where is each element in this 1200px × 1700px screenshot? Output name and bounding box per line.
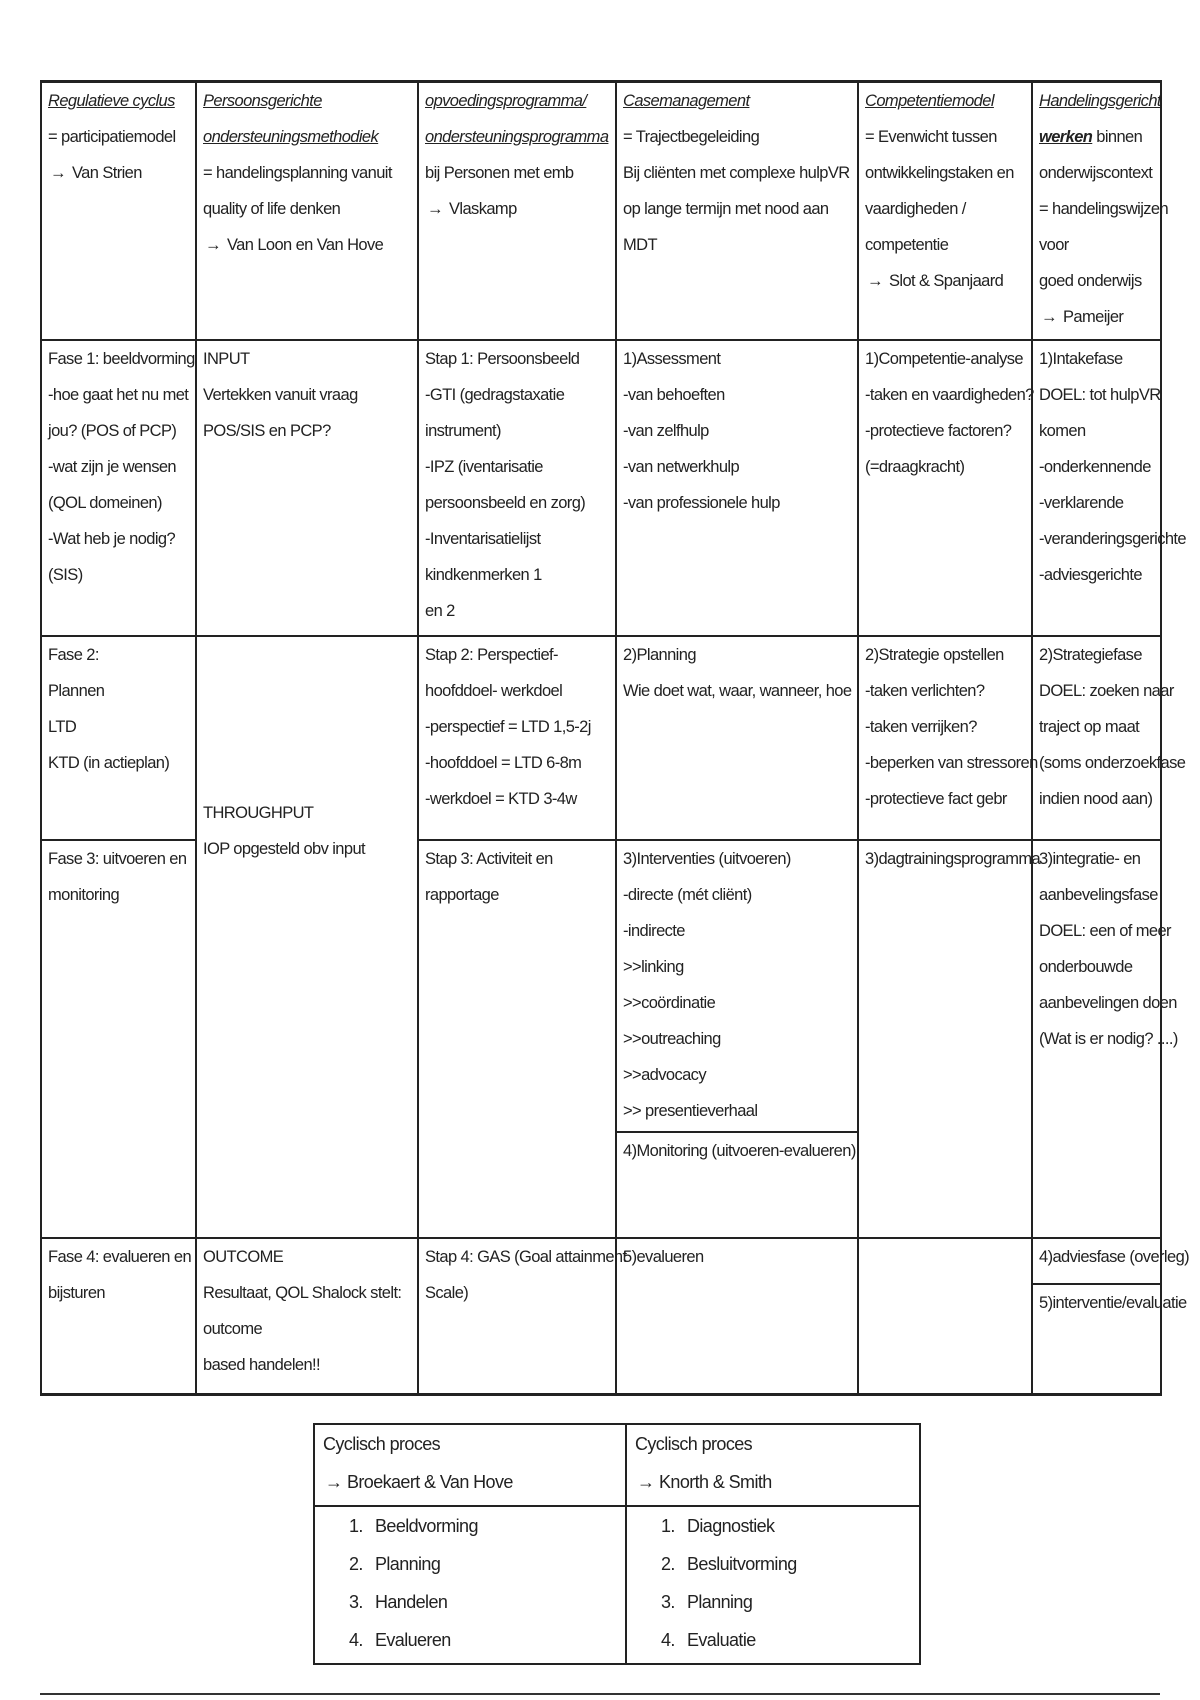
cell-line: -taken en vaardigheden?: [865, 386, 1034, 404]
cell-line: -veranderingsgerichte: [1039, 530, 1186, 548]
cell-line: 2)Strategie opstellen: [865, 646, 1004, 664]
cell-line: 1)Assessment: [623, 350, 721, 368]
cell-line: aanbevelingsfase: [1039, 886, 1158, 904]
cell-line: 2)Strategiefase: [1039, 646, 1142, 664]
cell: [41, 340, 196, 636]
cell-line: THROUGHPUT: [203, 804, 314, 822]
cell-line: -GTI (gedragstaxatie: [425, 386, 565, 404]
list-item-label: Planning: [375, 1554, 441, 1574]
cell-line: 3)dagtrainingsprogramma: [865, 850, 1041, 868]
cell-empty: [858, 1238, 1032, 1395]
cell-line: (SIS): [48, 566, 83, 584]
cyclisch-header-row: [314, 1424, 920, 1506]
cell-line: OUTCOME: [203, 1248, 284, 1266]
cell-line: DOEL: tot hulpVR: [1039, 386, 1161, 404]
cell-line: -van zelfhulp: [623, 422, 709, 440]
cell-line: indien nood aan): [1039, 790, 1153, 808]
col-author: Van Loon en Van Hove: [227, 236, 384, 254]
cyclisch-title: Cyclisch proces: [323, 1434, 441, 1454]
fase-4-row: [41, 1238, 1161, 1395]
cell-line: -IPZ (iventarisatie: [425, 458, 543, 476]
cell-line: rapportage: [425, 886, 499, 904]
cell-line: 5)evalueren: [623, 1248, 704, 1266]
cell-line: (QOL domeinen): [48, 494, 162, 512]
cell-line: (=draagkracht): [865, 458, 965, 476]
cell: [616, 1238, 858, 1395]
cyclisch-title: Cyclisch proces: [635, 1434, 753, 1454]
cell-line: 3)integratie- en: [1039, 850, 1141, 868]
col-title: Casemanagement: [623, 92, 750, 110]
cell-line: -wat zijn je wensen: [48, 458, 176, 476]
cell-line: Fase 1: beeldvorming: [48, 350, 195, 368]
cell-line: onderbouwde: [1039, 958, 1133, 976]
col-title: Competentiemodel: [865, 92, 994, 110]
cell-line: -perspectief = LTD 1,5-2j: [425, 718, 591, 736]
list-item-label: Planning: [687, 1592, 753, 1612]
cell-line: Stap 3: Activiteit en: [425, 850, 553, 868]
col-title: werken: [1039, 128, 1093, 146]
cyclisch-right-list: [626, 1506, 920, 1664]
fase-1-row: [41, 340, 1161, 636]
cell-line: Plannen: [48, 682, 105, 700]
cell-line: (Wat is er nodig? ....): [1039, 1030, 1178, 1048]
cell-line: Fase 4: evalueren en: [48, 1248, 192, 1266]
cell-line: aanbevelingen doen: [1039, 994, 1177, 1012]
list-item: 4. Evalueren: [349, 1630, 451, 1650]
cell-line: monitoring: [48, 886, 120, 904]
cell-line: -protectieve fact gebr: [865, 790, 1007, 808]
cell-line: >>outreaching: [623, 1030, 721, 1048]
list-item-label: Evalueren: [375, 1630, 451, 1650]
cell-line: -Wat heb je nodig?: [48, 530, 176, 548]
cell-line: -hoe gaat het nu met: [48, 386, 189, 404]
cell-interventies: [616, 840, 858, 1238]
cell-line: -adviesgerichte: [1039, 566, 1142, 584]
cell-line: Wie doet wat, waar, wanneer, hoe: [623, 682, 852, 700]
cell-line: -van professionele hulp: [623, 494, 780, 512]
cell-line: POS/SIS en PCP?: [203, 422, 331, 440]
col-title: Persoonsgerichte: [203, 92, 322, 110]
cell: [616, 636, 858, 840]
cell-line: Fase 3: uitvoeren en: [48, 850, 187, 868]
cell-line: based handelen!!: [203, 1356, 321, 1374]
cyclisch-author: Knorth & Smith: [659, 1472, 772, 1492]
header-casemanagement: Casemanagement = Trajectbegeleiding Bij cliënten met complexe hulpVR op lange termijn met nood aan MDT: [616, 82, 858, 341]
list-item-label: Diagnostiek: [687, 1516, 775, 1536]
adviesfase-text: 4)adviesfase (overleg): [1039, 1248, 1190, 1266]
cell-line: DOEL: zoeken naar: [1039, 682, 1174, 700]
cell-line: LTD: [48, 718, 77, 736]
cell-line: -indirecte: [623, 922, 685, 940]
cell-line: (soms onderzoekfase: [1039, 754, 1186, 772]
cell-line: -onderkennende: [1039, 458, 1151, 476]
cell-line: -verklarende: [1039, 494, 1124, 512]
cell-line: -van behoeften: [623, 386, 725, 404]
cell-line: -protectieve factoren?: [865, 422, 1012, 440]
col-subtitle: = participatiemodel: [48, 128, 176, 146]
arrow-right-icon: →: [1041, 308, 1057, 326]
cell-line: >>coördinatie: [623, 994, 716, 1012]
interventie-text: 5)interventie/evaluatie: [1039, 1294, 1187, 1312]
cell-line: -taken verrijken?: [865, 718, 977, 736]
cell-line: 2)Planning: [623, 646, 696, 664]
cyclisch-left-list: [314, 1506, 626, 1664]
cyclisch-author: Broekaert & Van Hove: [347, 1472, 513, 1492]
cell-line: >> presentieverhaal: [623, 1102, 758, 1120]
cyclisch-left-header: [314, 1424, 626, 1506]
cell-line: IOP opgesteld obv input: [203, 840, 366, 858]
col-title: opvoedingsprogramma/: [425, 92, 587, 110]
cell-line: jou? (POS of PCP): [48, 422, 177, 440]
cell-line: kindkenmerken 1: [425, 566, 542, 584]
methodology-table: [40, 80, 1190, 1396]
cell-line: INPUT: [203, 350, 250, 368]
cell-line: -werkdoel = KTD 3-4w: [425, 790, 577, 808]
arrow-right-icon: →: [427, 200, 443, 218]
cell-line: >>linking: [623, 958, 684, 976]
cell: [418, 840, 616, 1238]
cell: [418, 636, 616, 840]
footer-divider: [40, 1693, 1160, 1695]
cell-line: -hoofddoel = LTD 6-8m: [425, 754, 582, 772]
cell: [41, 636, 196, 840]
throughput-text: [203, 795, 413, 867]
cell: [858, 340, 1032, 636]
col-title: Regulatieve cyclus: [48, 92, 175, 110]
list-item: 1. Diagnostiek: [661, 1516, 775, 1536]
cell-line: -directe (mét cliënt): [623, 886, 752, 904]
cell-line: Stap 4: GAS (Goal attainment: [425, 1248, 627, 1266]
header-row: [41, 82, 1161, 341]
cell: [1032, 636, 1186, 840]
arrow-right-icon: →: [50, 164, 66, 182]
cell-line: en 2: [425, 602, 455, 620]
list-item: 2. Planning: [349, 1554, 441, 1574]
col-author: Slot & Spanjaard: [889, 272, 1004, 290]
cell-line: -van netwerkhulp: [623, 458, 740, 476]
list-item-label: Evaluatie: [687, 1630, 756, 1650]
throughput-cell: [196, 636, 418, 1238]
cell: [858, 636, 1038, 840]
cell-line: -beperken van stressoren: [865, 754, 1038, 772]
cyclisch-proces-table: [313, 1423, 921, 1665]
list-item-label: Besluitvorming: [687, 1554, 797, 1574]
cell-line: Fase 2:: [48, 646, 99, 664]
cell-line: traject op maat: [1039, 718, 1140, 736]
col-title: ondersteuningsprogramma: [425, 128, 609, 146]
cell-line: 1)Competentie-analyse: [865, 350, 1023, 368]
cell-line: komen: [1039, 422, 1086, 440]
cell: [1032, 840, 1178, 1238]
monitoring-text: 4)Monitoring (uitvoeren-evalueren): [623, 1142, 856, 1160]
cell-line: DOEL: een of meer: [1039, 922, 1171, 940]
header-opvoedingsprogramma: opvoedingsprogramma/ ondersteuningsprogramma bij Personen met emb → Vlaskamp: [418, 82, 616, 341]
cell-line: persoonsbeeld en zorg): [425, 494, 586, 512]
col-title: ondersteuningsmethodiek: [203, 128, 379, 146]
fase-2-row: [41, 636, 1161, 840]
cell-line: -taken verlichten?: [865, 682, 985, 700]
arrow-right-icon: →: [637, 1472, 655, 1492]
list-item: 4. Evaluatie: [661, 1630, 756, 1650]
cell: [196, 1238, 418, 1395]
cell: [196, 340, 418, 636]
cell-line: Stap 1: Persoonsbeeld: [425, 350, 580, 368]
cell-line: 1)Intakefase: [1039, 350, 1123, 368]
list-item: 3. Handelen: [349, 1592, 448, 1612]
cell-line: >>advocacy: [623, 1066, 706, 1084]
cell: [616, 340, 858, 636]
header-competentiemodel: Competentiemodel = Evenwicht tussen ontwikkelingstaken en vaardigheden / competentie → Slot & Spanjaard: [858, 82, 1032, 341]
cell: [41, 1238, 196, 1395]
list-item: 2. Besluitvorming: [661, 1554, 797, 1574]
cell: [41, 840, 196, 1238]
cell: [418, 340, 616, 636]
arrow-right-icon: →: [205, 236, 221, 254]
cell: [418, 1238, 627, 1395]
cyclisch-right-header: [626, 1424, 920, 1506]
list-item: 1. Beeldvorming: [349, 1516, 478, 1536]
col-author: Vlaskamp: [449, 200, 517, 218]
header-regulatieve-cyclus: [41, 82, 196, 341]
col-title: Handelingsgericht: [1039, 92, 1161, 110]
cell-line: hoofddoel- werkdoel: [425, 682, 563, 700]
cell: [858, 840, 1041, 1238]
col-author: Pameijer: [1063, 308, 1124, 326]
cell-line: Scale): [425, 1284, 469, 1302]
header-persoonsgerichte: Persoonsgerichte ondersteuningsmethodiek = handelingsplanning vanuit quality of life denken → Van Loon en Van Hove: [196, 82, 418, 341]
col-author: Van Strien: [72, 164, 142, 182]
list-item-label: Handelen: [375, 1592, 448, 1612]
cell-line: -Inventarisatielijst: [425, 530, 541, 548]
cell-line: Resultaat, QOL Shalock stelt:: [203, 1284, 402, 1302]
header-handelingsgericht-werken: Handelingsgericht werken binnen onderwijscontext = handelingswijzen voor goed onderwijs → Pameijer: [1032, 82, 1161, 341]
list-item: 3. Planning: [661, 1592, 753, 1612]
arrow-right-icon: →: [325, 1472, 343, 1492]
cell-line: bijsturen: [48, 1284, 105, 1302]
cell-line: KTD (in actieplan): [48, 754, 170, 772]
cell-line: 3)Interventies (uitvoeren): [623, 850, 791, 868]
cell: [1032, 340, 1186, 636]
cell-line: Vertekken vanuit vraag: [203, 386, 358, 404]
cell-line: outcome: [203, 1320, 263, 1338]
cell-line: Stap 2: Perspectief-: [425, 646, 558, 664]
arrow-right-icon: →: [867, 272, 883, 290]
cell-advies: [1032, 1238, 1190, 1395]
cell-line: instrument): [425, 422, 501, 440]
cyclisch-list-row: [314, 1506, 920, 1664]
list-item-label: Beeldvorming: [375, 1516, 478, 1536]
